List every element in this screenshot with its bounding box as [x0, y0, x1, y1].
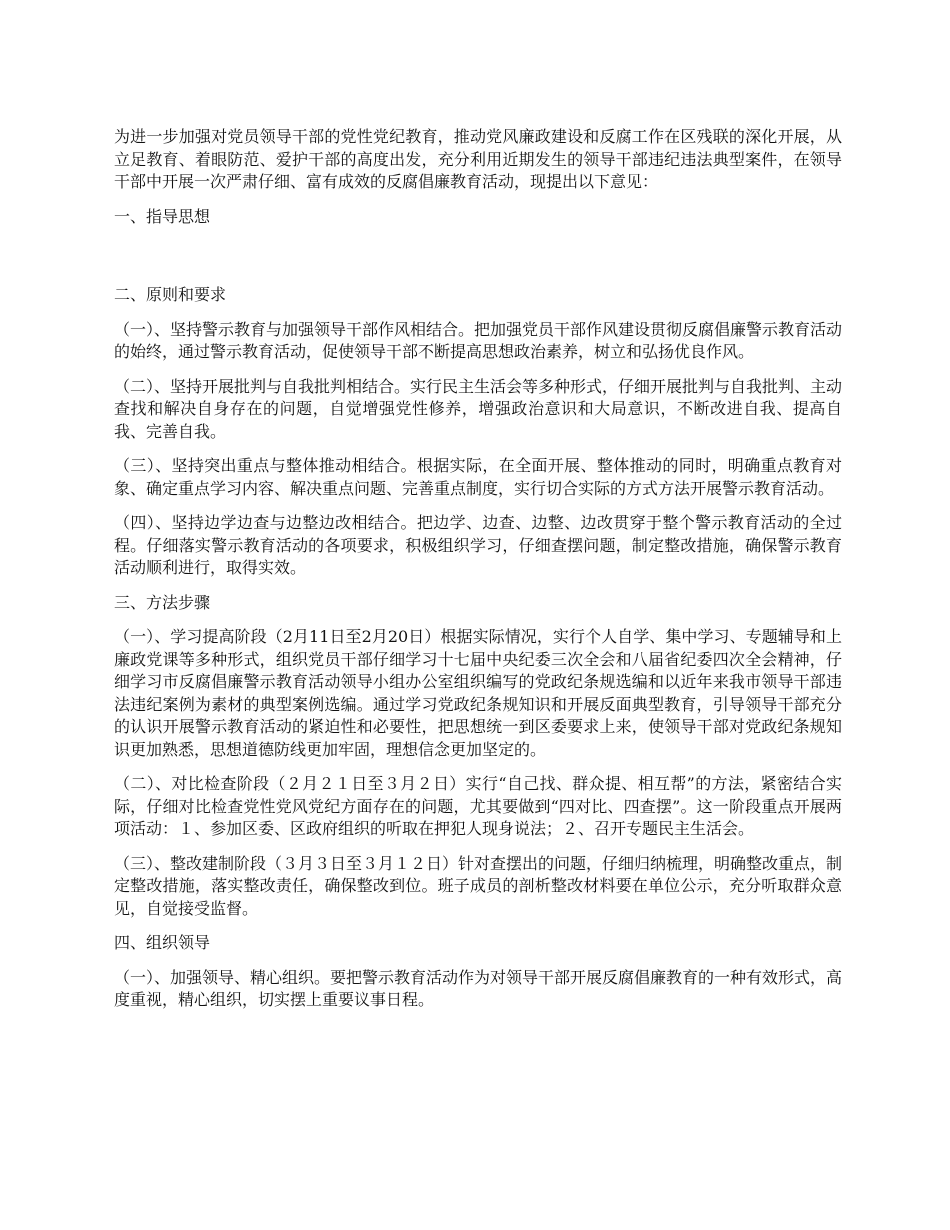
step-paragraph-1: （一）、学习提高阶段（2月11日至2月20日）根据实际情况，实行个人自学、集中学习、专题辅导和上廉政党课等多种形式，组织党员干部仔细学习十七届中央纪委三次全会和八届省纪委四次全会精神，仔细学习市反腐倡廉警示教育活动领导小组办公室组织编写的党政纪条规选编和以近年来我市领导干部违法违纪案例为素材的典型案例选编。通过学习党政纪条规知识和开展反面典型教育，引导领导干部充分的认识开展警示教育活动的紧迫性和必要性，把思想统一到区委要求上来，使领导干部对党政纪条规知识更加熟悉，思想道德防线更加牢固，理想信念更加坚定的。 [114, 627, 842, 759]
section-heading-leadership: 四、组织领导 [114, 933, 211, 952]
intro-paragraph: 为进一步加强对党员领导干部的党性党纪教育，推动党风廉政建设和反腐工作在区残联的深化开展，从立足教育、着眼防范、爱护干部的高度出发，充分利用近期发生的领导干部违纪违法典型案件，在领导干部中开展一次严肃仔细、富有成效的反腐倡廉教育活动，现提出以下意见： [114, 127, 842, 191]
section-heading-principles: 二、原则和要求 [114, 285, 227, 304]
section-heading-steps: 三、方法步骤 [114, 592, 211, 612]
document-body [114, 126, 842, 1012]
principle-paragraph-4: （四）、坚持边学边查与边整边改相结合。把边学、边查、边整、边改贯穿于整个警示教育活动的全过程。仔细落实警示教育活动的各项要求，积极组织学习，仔细查摆问题，制定整改措施，确保警示教育活动顺利进行，取得实效。 [114, 513, 842, 577]
step-paragraph-3: （三）、整改建制阶段（３月３日至３月１２日）针对查摆出的问题，仔细归纳梳理，明确整改重点，制定整改措施，落实整改责任，确保整改到位。班子成员的剖析整改材料要在单位公示，充分听取群众意见，自觉接受监督。 [114, 853, 843, 918]
principle-paragraph-1: （一）、坚持警示教育与加强领导干部作风相结合。把加强党员干部作风建设贯彻反腐倡廉警示教育活动的始终，通过警示教育活动，促使领导干部不断提高思想政治素养，树立和弘扬优良作风。 [114, 319, 843, 361]
step-paragraph-2: （二）、对比检查阶段（２月２１日至３月２日）实行“自己找、群众提、相互帮”的方法，紧密结合实际，仔细对比检查党性党风党纪方面存在的问题，尤其要做到“四对比、四查摆”。这一阶段重点开展两项活动：１、参加区委、区政府组织的听取在押犯人现身说法；２、召开专题民主生活会。 [114, 774, 842, 838]
principle-paragraph-2: （二）、坚持开展批判与自我批判相结合。实行民主生活会等多种形式，仔细开展批判与自我批判、主动查找和解决自身存在的问题，自觉增强党性修养，增强政治意识和大局意识，不断改进自我、提高自我、完善自我。 [114, 376, 843, 441]
section-heading-guiding-ideology: 一、指导思想 [114, 206, 211, 226]
leadership-paragraph-1: （一）、加强领导、精心组织。要把警示教育活动作为对领导干部开展反腐倡廉教育的一种有效形式，高度重视，精心组织，切实摆上重要议事日程。 [114, 967, 843, 1009]
principle-paragraph-3: （三）、坚持突出重点与整体推动相结合。根据实际，在全面开展、整体推动的同时，明确重点教育对象、确定重点学习内容、解决重点问题、完善重点制度，实行切合实际的方式方法开展警示教育活动。 [114, 456, 842, 498]
